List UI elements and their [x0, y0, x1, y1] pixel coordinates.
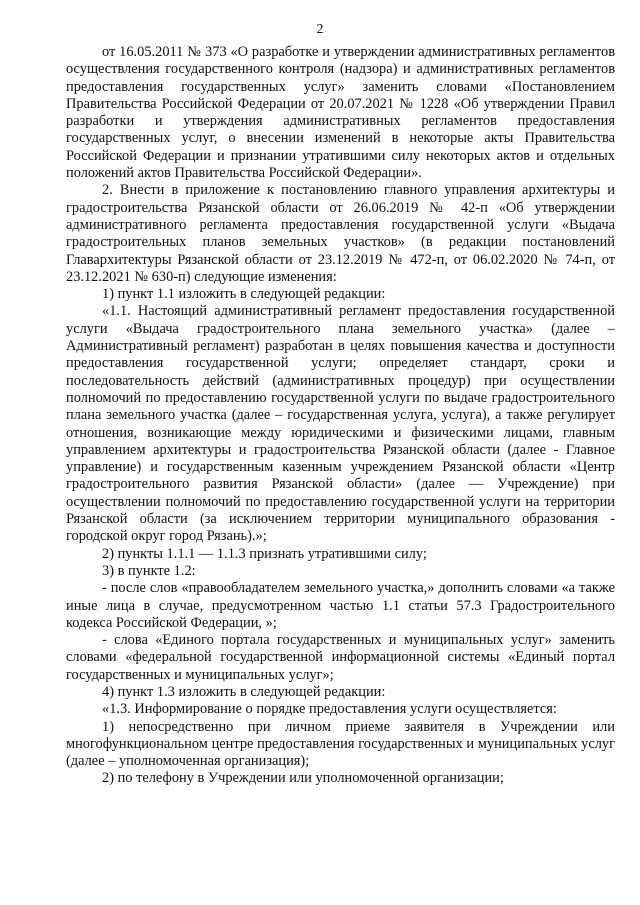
page-number: 2 [316, 22, 324, 37]
paragraph-6: 3) в пункте 1.2: [102, 562, 196, 579]
paragraph-10: «1.3. Информирование о порядке предоставления услуги осуществляется: [102, 701, 557, 718]
paragraph-5: 2) пункты 1.1.1 — 1.1.3 признать утратившими силу; [102, 545, 427, 562]
paragraph-7: - после слов «правообладателем земельного участка,» дополнить словами «а также иные лица в случае, предусмотренном частью 1.1 статьи 57.3 Градостроительного кодекса Российской Федерации, »; [66, 580, 615, 631]
paragraph-12: 2) по телефону в Учреждении или уполномоченной организации; [102, 770, 504, 787]
document-body [66, 44, 615, 788]
paragraph-2: 2. Внести в приложение к постановлению главного управления архитектуры и градостроительства Рязанской области от 26.06.2019 № 42-п «Об утверждении административного регламента предоставления государственной услуги «Выдача градостроительных планов земельных участков» (в редакции постановлений Главархитектуры Рязанской области от 23.12.2019 № 472-п, от 06.02.2020 № 74-п, от 23.12.2021 № 630-п) следующие изменения: [66, 182, 615, 285]
paragraph-1: от 16.05.2011 № 373 «О разработке и утверждении административных регламентов осуществления государственного контроля (надзора) и административных регламентов предоставления государственных услуг» заменить словами «Постановлением Правительства Российской Федерации от 20.07.2021 № 1228 «Об утверждении Правил разработки и утверждения административных регламентов предоставления государственных услуг, о внесении изменений в некоторые акты Правительства Российской Федерации и признании утратившими силу некоторых актов и отдельных положений актов Правительства Российской Федерации». [66, 44, 615, 182]
paragraph-3: 1) пункт 1.1 изложить в следующей редакции: [102, 286, 386, 303]
paragraph-11: 1) непосредственно при личном приеме заявителя в Учреждении или многофункциональном центре предоставления государственных и муниципальных услуг (далее – уполномоченная организация); [66, 718, 615, 770]
paragraph-8: - слова «Единого портала государственных и муниципальных услуг» заменить словами «федеральной государственной информационной системы «Единый портал государственных и муниципальных услуг»; [66, 632, 615, 683]
paragraph-4: «1.1. Настоящий административный регламент предоставления государственной услуги «Выдача градостроительного плана земельного участка» (далее – Административный регламент) разработан в целях повышения качества и доступности предоставления государственной услуги; определяет стандарт, сроки и последовательность действий (административных процедур) при осуществлении полномочий по предоставлению государственной услуги по выдаче градостроительного плана земельного участка (далее – государственная услуга, услуга), а также регулирует отношения, возникающие между юридическими и физическими лицами, главным управлением архитектуры и градостроительства Рязанской области (далее - Главное управление) и государственным казенным учреждением Рязанской области «Центр градостроительного развития Рязанской области» (далее — Учреждение) при осуществлении полномочий по предоставлению государственной услуги на территории Рязанской области (за исключением территории муниципального образования - городской округ город Рязань).»; [66, 303, 615, 545]
paragraph-9: 4) пункт 1.3 изложить в следующей редакции: [102, 683, 386, 700]
